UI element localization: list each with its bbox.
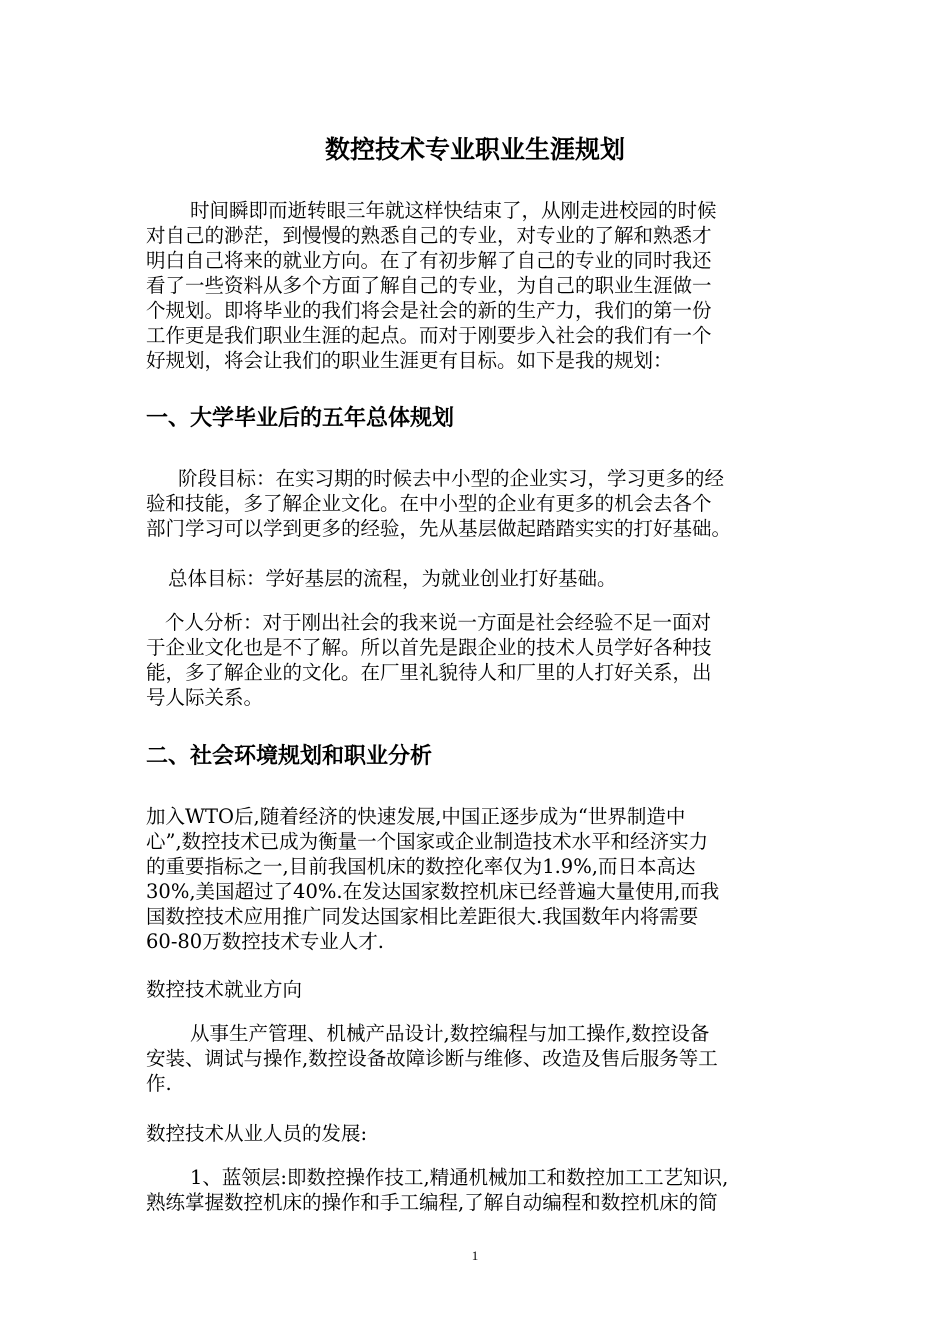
paragraph-line: 个规划。即将毕业的我们将会是社会的新的生产力，我们的第一份 <box>146 299 712 322</box>
paragraph-line: 安装、调试与操作,数控设备故障诊断与维修、改造及售后服务等工 <box>146 1047 718 1070</box>
paragraph-line: 1、蓝领层:即数控操作技工,精通机械加工和数控加工工艺知识, <box>190 1166 729 1189</box>
paragraph-line: 个人分析：对于刚出社会的我来说一方面是社会经验不足一面对 <box>165 611 712 634</box>
paragraph-line: 好规划，将会让我们的职业生涯更有目标。如下是我的规划： <box>146 349 673 372</box>
employment-heading: 数控技术就业方向 <box>146 978 303 1001</box>
paragraph-line: 加入WTO后,随着经济的快速发展,中国正逐步成为“世界制造中 <box>146 805 686 828</box>
paragraph-line: 60-80万数控技术专业人才. <box>146 930 384 953</box>
paragraph-line: 明白自己将来的就业方向。在了有初步解了自己的专业的同时我还 <box>146 249 712 272</box>
page-number: 1 <box>471 1248 479 1263</box>
paragraph-line: 的重要指标之一,目前我国机床的数控化率仅为1.9%,而日本高达 <box>146 855 696 878</box>
paragraph-line: 阶段目标：在实习期的时候去中小型的企业实习，学习更多的经 <box>178 467 725 490</box>
overall-goal-paragraph: 总体目标：学好基层的流程，为就业创业打好基础。 <box>168 567 617 590</box>
paragraph-line: 号人际关系。 <box>146 686 264 709</box>
development-heading: 数控技术从业人员的发展: <box>146 1122 368 1145</box>
paragraph-line: 作. <box>146 1072 172 1095</box>
paragraph-line: 看了一些资料从多个方面了解自己的专业，为自己的职业生涯做一 <box>146 274 712 297</box>
paragraph-line: 能，多了解企业的文化。在厂里礼貌待人和厂里的人打好关系，出 <box>146 661 712 684</box>
paragraph-line: 心”,数控技术已成为衡量一个国家或企业制造技术水平和经济实力 <box>146 830 709 853</box>
paragraph-line: 熟练掌握数控机床的操作和手工编程,了解自动编程和数控机床的简 <box>146 1191 718 1214</box>
paragraph-line: 于企业文化也是不了解。所以首先是跟企业的技术人员学好各种技 <box>146 636 712 659</box>
section-heading-1: 一、大学毕业后的五年总体规划 <box>146 406 455 431</box>
page-title: 数控技术专业职业生涯规划 <box>324 135 625 164</box>
paragraph-line: 时间瞬即而逝转眼三年就这样快结束了，从刚走进校园的时候 <box>190 199 717 222</box>
paragraph-line: 30%,美国超过了40%.在发达国家数控机床已经普遍大量使用,而我 <box>146 880 720 903</box>
paragraph-line: 验和技能，多了解企业文化。在中小型的企业有更多的机会去各个 <box>146 492 712 515</box>
paragraph-line: 部门学习可以学到更多的经验，先从基层做起踏踏实实的打好基础。 <box>146 517 732 540</box>
paragraph-line: 工作更是我们职业生涯的起点。而对于刚要步入社会的我们有一个 <box>146 324 712 347</box>
paragraph-line: 国数控技术应用推广同发达国家相比差距很大.我国数年内将需要 <box>146 905 699 928</box>
paragraph-line: 从事生产管理、机械产品设计,数控编程与加工操作,数控设备 <box>190 1022 710 1045</box>
paragraph-line: 对自己的渺茫，到慢慢的熟悉自己的专业，对专业的了解和熟悉才 <box>146 224 712 247</box>
section-heading-2: 二、社会环境规划和职业分析 <box>146 744 433 769</box>
